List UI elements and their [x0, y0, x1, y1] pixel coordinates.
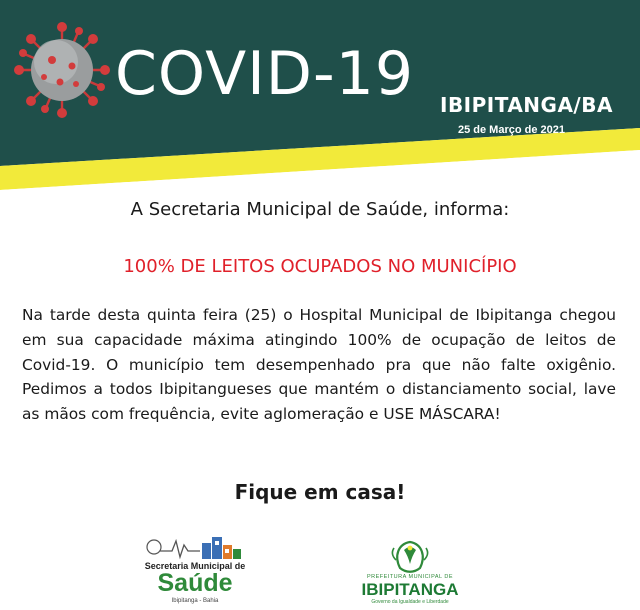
secretaria-saude-logo	[142, 533, 248, 607]
headline: 100% DE LEITOS OCUPADOS NO MUNICÍPIO	[123, 256, 517, 277]
coronavirus-icon	[14, 22, 110, 118]
prefeitura-logo-line3: Governo da Igualdade e Liberdade	[371, 599, 449, 605]
prefeitura-logo-line1: PREFEITURA MUNICIPAL DE	[366, 574, 454, 580]
date-label: 25 de Março de 2021	[458, 124, 566, 136]
prefeitura-logo	[350, 540, 470, 606]
prefeitura-emblem-icon	[350, 540, 470, 574]
header-banner	[0, 0, 640, 190]
heartbeat-hospital-icon	[142, 533, 248, 563]
saude-logo-line2: Saúde	[157, 569, 233, 597]
page-title: COVID-19	[115, 39, 415, 109]
saude-logo-line1: Secretaria Municipal de	[144, 561, 246, 571]
intro-text: A Secretaria Municipal de Saúde, informa:	[130, 199, 510, 220]
body-paragraph: Na tarde desta quinta feira (25) o Hospital Municipal de Ibipitanga chegou em sua capacidade máxima atingindo 100% de ocupação de leitos de Covid-19. O município tem desempenhado pra que não falte oxigênio. Pedimos a todos Ibipitangueses que mantém o distanciamento social, lave as mãos com frequência, evite aglomeração e USE MÁSCARA!	[22, 306, 616, 424]
closing-text: Fique em casa!	[234, 480, 406, 504]
city-label: IBIPITANGA/BA	[440, 93, 613, 117]
saude-logo-line3: Ibipitanga - Bahia	[171, 598, 219, 604]
prefeitura-logo-line2: IBIPITANGA	[361, 580, 459, 599]
